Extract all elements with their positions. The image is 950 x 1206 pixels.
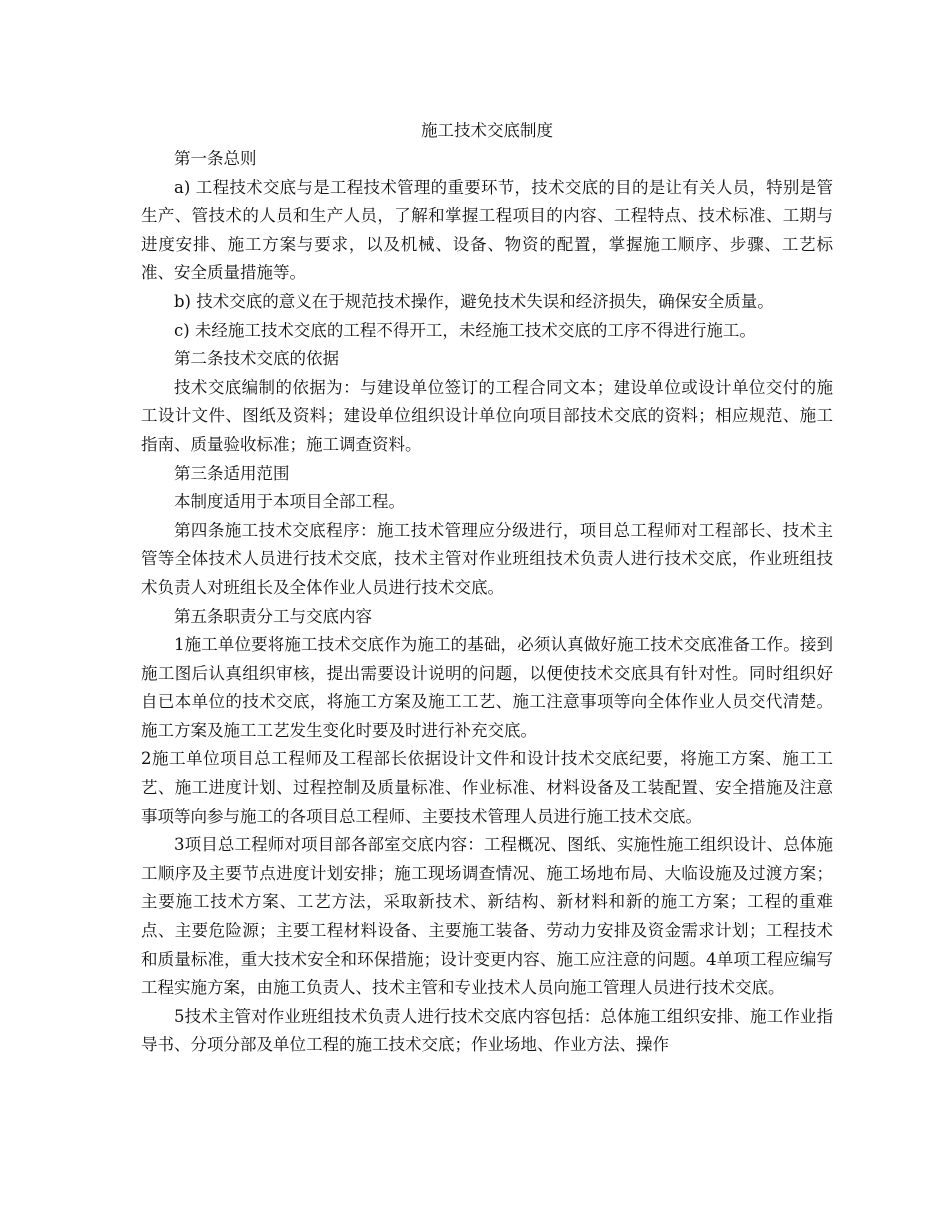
paragraph-scope: 本制度适用于本项目全部工程。 — [174, 492, 405, 512]
section-heading-2: 第二条技术交底的依据 — [174, 349, 339, 369]
paragraph-general-b: b) 技术交底的意义在于规范技术操作，避免技术失误和经济损失，确保安全质量。 — [174, 291, 774, 311]
paragraph-general-a: a) 工程技术交底与是工程技术管理的重要环节，技术交底的目的是让有关人员，特别是管生产、管技术的人员和生产人员，了解和掌握工程项目的内容、工程特点、技术标准、工期与进度安排、施工方案与要求，以及机械、设备、物资的配置，掌握施工顺序、步骤、工艺标准、安全质量措施等。 — [141, 177, 833, 283]
paragraph-general-c: c) 未经施工技术交底的工程不得开工，未经施工技术交底的工序不得进行施工。 — [174, 320, 756, 340]
paragraph-duty-1: 1施工单位要将施工技术交底作为施工的基础，必须认真做好施工技术交底准备工作。接到施工图后认真组织审核，提出需要设计说明的问题，以便使技术交底具有针对性。同时组织好自已本单位的技术交底，将施工方案及施工工艺、施工注意事项等向全体作业人员交代清楚。施工方案及施工工艺发生变化时要及时进行补充交底。 — [141, 635, 833, 740]
document-page — [141, 116, 833, 1060]
paragraph-duty-2: 2施工单位项目总工程师及工程部长依据设计文件和设计技术交底纪要，将施工方案、施工工艺、施工进度计划、过程控制及质量标准、作业标准、材料设备及工装配置、安全措施及注意事项等向参与施工的各项目总工程师、主要技术管理人员进行施工技术交底。 — [141, 749, 833, 826]
section-heading-1: 第一条总则 — [174, 149, 257, 168]
paragraph-procedure: 第四条施工技术交底程序：施工技术管理应分级进行，项目总工程师对工程部长、技术主管等全体技术人员进行技术交底，技术主管对作业班组技术负责人进行技术交底，作业班组技术负责人对班组长及全体作业人员进行技术交底。 — [141, 520, 833, 597]
document-title: 施工技术交底制度 — [421, 121, 553, 140]
section-heading-5: 第五条职责分工与交底内容 — [174, 606, 372, 626]
paragraph-duty-3: 3项目总工程师对项目部各部室交底内容：工程概况、图纸、实施性施工组织设计、总体施工顺序及主要节点进度计划安排；施工现场调查情况、施工场地布局、大临设施及过渡方案；主要施工技术方案、工艺方法，采取新技术、新结构、新材料和新的施工方案；工程的重难点、主要危险源；主要工程材料设备、主要施工装备、劳动力安排及资金需求计划；工程技术和质量标准，重大技术安全和环保措施；设计变更内容、施工应注意的问题。4单项工程应编写工程实施方案，由施工负责人、技术主管和专业技术人员向施工管理人员进行技术交底。 — [141, 835, 833, 998]
paragraph-duty-5: 5技术主管对作业班组技术负责人进行技术交底内容包括：总体施工组织安排、施工作业指导书、分项分部及单位工程的施工技术交底；作业场地、作业方法、操作 — [141, 1006, 833, 1055]
section-heading-3: 第三条适用范围 — [174, 463, 290, 483]
paragraph-basis: 技术交底编制的依据为：与建设单位签订的工程合同文本；建设单位或设计单位交付的施工设计文件、图纸及资料；建设单位组织设计单位向项目部技术交底的资料；相应规范、施工指南、质量验收标准；施工调查资料。 — [141, 377, 833, 454]
